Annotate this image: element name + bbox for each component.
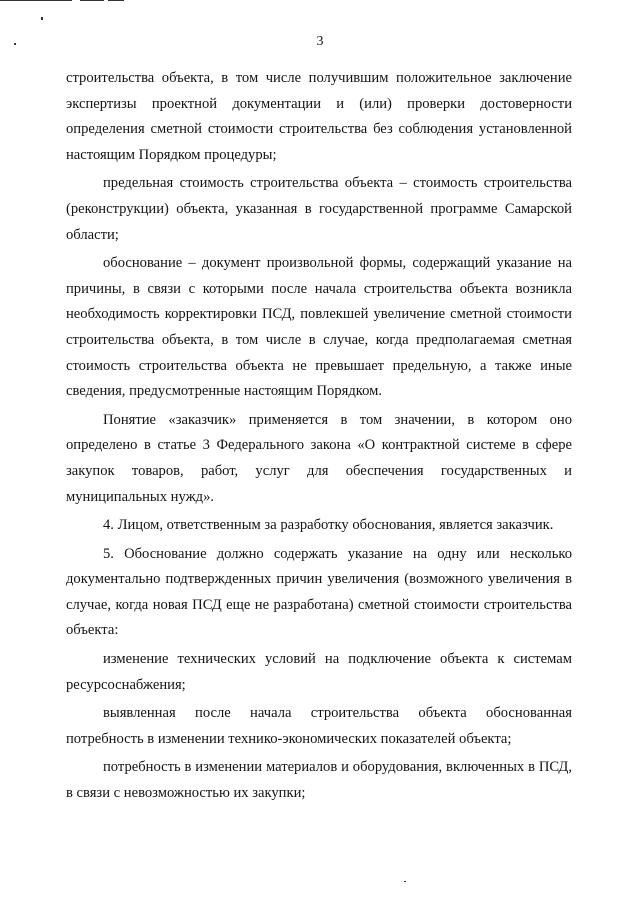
- scan-artifact-dot: [404, 881, 406, 882]
- paragraph: предельная стоимость строительства объекта – стоимость строительства (реконструкции) объекта, указанная в государственной программе Самарской области;: [66, 175, 572, 243]
- document-body: [66, 66, 572, 810]
- paragraph: изменение технических условий на подключение объекта к системам ресурсоснабжения;: [66, 651, 572, 693]
- page-number: 3: [316, 34, 324, 49]
- scan-artifact-dot: [41, 17, 43, 20]
- paragraph: Понятие «заказчик» применяется в том значении, в котором оно определено в статье 3 Федерального закона «О контрактной системе в сфере закупок товаров, работ, услуг для обеспечения государственных и муниципальных нужд».: [66, 411, 572, 505]
- scan-artifact-line: [0, 0, 72, 1]
- paragraph: строительства объекта, в том числе получившим положительное заключение экспертизы проектной документации и (или) проверки достоверности определения сметной стоимости строительства без соблюдения установленной настоящим Порядком процедуры;: [66, 70, 572, 163]
- paragraph: потребность в изменении материалов и оборудования, включенных в ПСД, в связи с невозможностью их закупки;: [66, 759, 572, 802]
- paragraph: выявленная после начала строительства объекта обоснованная потребность в изменении технико-экономических показателей объекта;: [66, 705, 572, 747]
- scan-artifact-line: [108, 0, 124, 1]
- paragraph: 5. Обоснование должно содержать указание на одну или несколько документально подтвержденных причин увеличения (возможного увеличения в случае, когда новая ПСД еще не разработана) сметной стоимости строительства объекта:: [66, 545, 572, 639]
- paragraph: 4. Лицом, ответственным за разработку обоснования, является заказчик.: [103, 517, 554, 534]
- scan-artifact-line: [80, 0, 104, 1]
- paragraph: обоснование – документ произвольной формы, содержащий указание на причины, в связи с которыми после начала строительства объекта возникла необходимость корректировки ПСД, повлекшей увеличение сметной стоимости строительства объекта, в том числе в случае, когда предполагаемая сметная стоимость строительства объекта не превышает предельную, а также иные сведения, предусмотренные настоящим Порядком.: [66, 255, 572, 400]
